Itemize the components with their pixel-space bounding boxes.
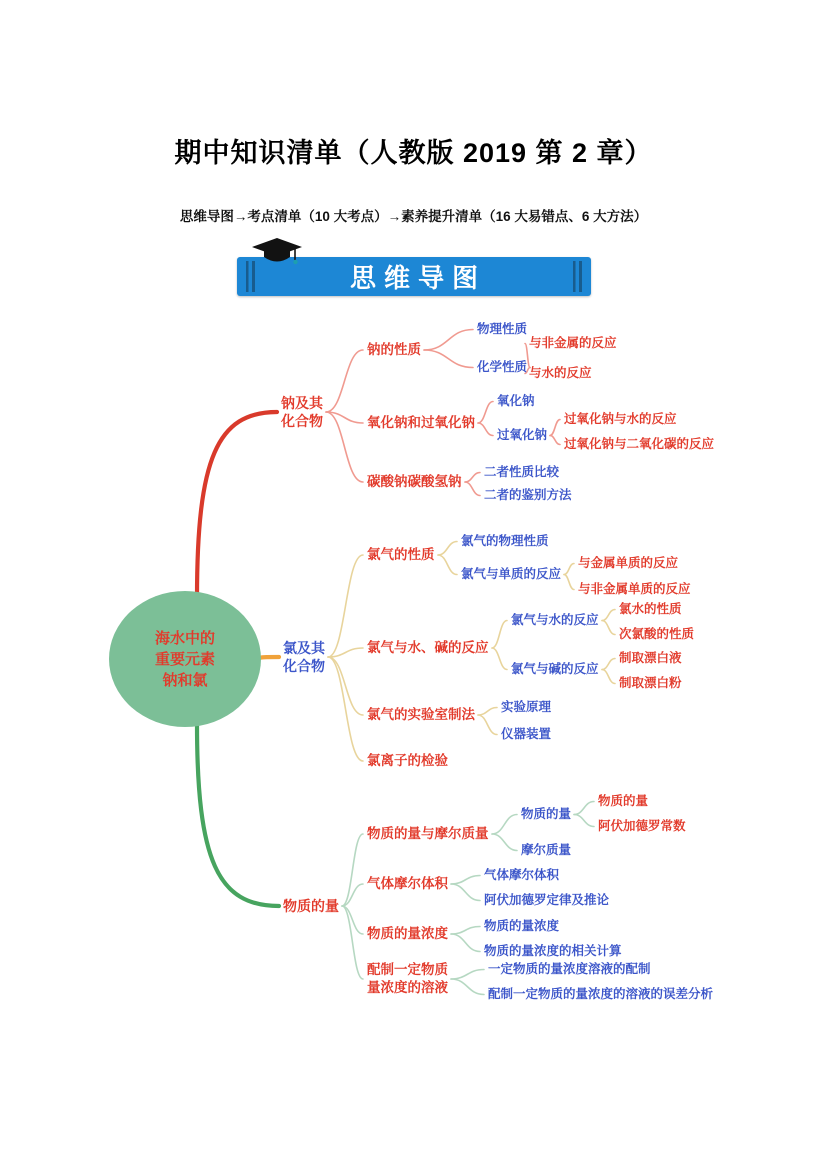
map-node-b1: 钠及其 化合物 xyxy=(281,395,323,429)
map-node-b1-3-1: 二者性质比较 xyxy=(484,465,560,479)
map-node-b1-1: 钠的性质 xyxy=(367,342,421,357)
map-node-b2-1: 氯气的性质 xyxy=(367,547,435,562)
root-line-3: 钠和氯 xyxy=(162,671,208,689)
map-node-b1-2-1: 氧化钠 xyxy=(497,394,535,408)
map-node-b3-4-1: 一定物质的量浓度溶液的配制 xyxy=(488,962,651,976)
map-node-b3-3: 物质的量浓度 xyxy=(367,926,448,941)
mindmap-root-node xyxy=(109,591,261,727)
map-node-b2-1-2-1: 与金属单质的反应 xyxy=(578,556,679,570)
map-node-b2-1-2-2: 与非金属单质的反应 xyxy=(578,582,691,596)
page-subtitle: 思维导图→考点清单（10 大考点）→素养提升清单（16 大易错点、6 大方法） xyxy=(179,209,648,224)
map-node-b2-1-2: 氯气与单质的反应 xyxy=(461,567,562,581)
map-node-b3-3-1: 物质的量浓度 xyxy=(484,919,560,933)
map-node-b1-1-2: 化学性质 xyxy=(477,360,528,374)
map-node-b2-2-1-1: 氯水的性质 xyxy=(619,602,682,616)
map-node-b3: 物质的量 xyxy=(283,898,339,914)
map-node-b3-2-2: 阿伏加德罗定律及推论 xyxy=(484,893,610,907)
map-node-b2-2: 氯气与水、碱的反应 xyxy=(367,640,489,655)
map-node-b3-3-2: 物质的量浓度的相关计算 xyxy=(484,944,622,958)
map-node-b2-2-2: 氯气与碱的反应 xyxy=(511,662,599,676)
root-line-1: 海水中的 xyxy=(154,629,215,647)
map-node-b2-3-1: 实验原理 xyxy=(501,700,552,714)
map-node-b1-2-2: 过氧化钠 xyxy=(497,428,548,442)
map-node-b3-1-1-1: 物质的量 xyxy=(598,794,649,808)
map-node-b3-2: 气体摩尔体积 xyxy=(367,876,448,891)
map-node-b3-2-1: 气体摩尔体积 xyxy=(484,868,560,882)
map-node-b2-2-2-1: 制取漂白液 xyxy=(619,651,682,665)
map-node-b2-3-2: 仪器装置 xyxy=(501,727,552,741)
map-node-b3-1-1: 物质的量 xyxy=(521,807,572,821)
root-line-2: 重要元素 xyxy=(154,650,215,668)
map-node-b2-1-1: 氯气的物理性质 xyxy=(461,534,549,548)
map-node-b1-1-2-1: 与非金属的反应 xyxy=(529,336,617,350)
page-title: 期中知识清单（人教版 2019 第 2 章） xyxy=(174,138,653,168)
map-node-b3-1-1-2: 阿伏加德罗常数 xyxy=(598,819,686,833)
map-node-b2-2-1-2: 次氯酸的性质 xyxy=(619,627,695,641)
map-node-b1-1-1: 物理性质 xyxy=(477,322,528,336)
map-node-b2-2-2-2: 制取漂白粉 xyxy=(619,676,682,690)
map-node-b1-2-2-2: 过氧化钠与二氧化碳的反应 xyxy=(564,437,715,451)
map-node-b1-2-2-1: 过氧化钠与水的反应 xyxy=(564,412,677,426)
map-node-b2-4: 氯离子的检验 xyxy=(367,753,448,768)
map-node-b1-3-2: 二者的鉴别方法 xyxy=(484,488,572,502)
map-node-b2-2-1: 氯气与水的反应 xyxy=(511,613,599,627)
map-node-b1-2: 氧化钠和过氧化钠 xyxy=(367,415,475,430)
map-node-b2: 氯及其 化合物 xyxy=(283,640,325,674)
map-node-b3-1: 物质的量与摩尔质量 xyxy=(367,826,489,841)
map-node-b3-4-2: 配制一定物质的量浓度的溶液的误差分析 xyxy=(488,987,714,1001)
map-node-b3-1-2: 摩尔质量 xyxy=(521,843,572,857)
map-node-b1-3: 碳酸钠碳酸氢钠 xyxy=(367,474,462,489)
map-node-b1-1-2-2: 与水的反应 xyxy=(529,366,592,380)
map-node-b3-4: 配制一定物质 量浓度的溶液 xyxy=(367,962,448,995)
banner-title: 思维导图 xyxy=(349,263,486,293)
map-node-b2-3: 氯气的实验室制法 xyxy=(367,707,475,722)
